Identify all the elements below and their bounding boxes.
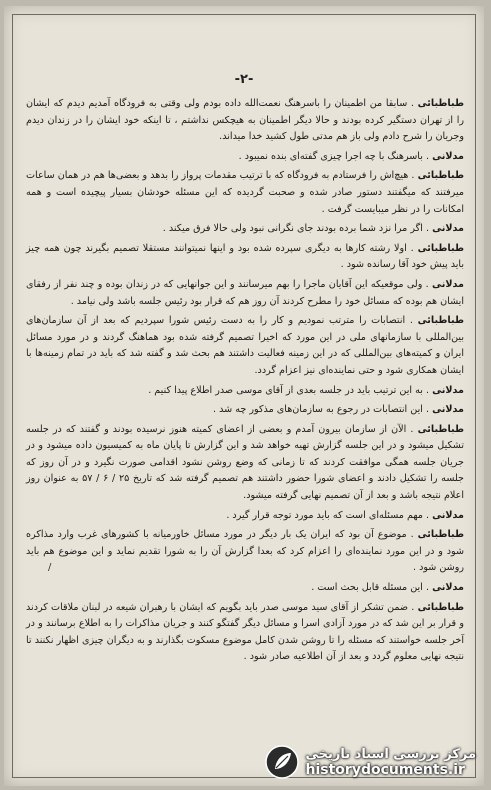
watermark-text	[306, 747, 477, 778]
watermark-url: historydocuments.ir	[305, 761, 465, 778]
paragraph-text: . سابقا من اطمینان را باسرهنگ نعمت‌الله داده بودم ولی وقتی به فرودگاه آمدیم دیدم که ایشان را از تهران دستگیر کرده بودند و حالا دیگر اطمینان به هیچکس نداشتم ، تا اینکه خود ایشان را در زندان دیدم وجریان را شرح دادم ولی باز هم مدتی طول کشید خدا میداند.	[26, 98, 464, 143]
leaf-emblem-icon	[264, 744, 300, 780]
paragraph-text: . الآن از سازمان بیرون آمدم و بعضی از اعضای کمیته هنوز نرسیده بودند و گفتند که در جلسه تشکیل میشود و در این جلسه گزارش تهیه خواهد شد و این گزارش تا پایان ماه به کمیسیون داده میشود و در جریان جلسه همگی موافقت کردند که تا زمانی که وضع روشن نشود اقدامی صورت نگیرد و در آن روز که جلسه را تشکیل دادند و اعضای شورا حضور داشتند هم تصمیم گرفته شد که تاریخ ۲۵ / ۶ / ۵۷ به عنوان روز اعلام نتیجه باشد و بعد از آن تصمیم نهایی گرفته میشود.	[26, 423, 464, 502]
paragraph-text: . انتصابات را مترتب نمودیم و کار را به دست رئیس شورا سپردیم که بعد از آن سازمان‌های بین‌المللی با سازمانهای ملی در این مورد که اخیرا تصمیم گرفته شده بود هماهنگ گردند و در مورد مسائل ایران و کمیته‌های بین‌المللی که در این زمینه فعالیت داشتند هم بحث شد و گفته شد که باید در تمام زمینه‌ها با ایشان همکاری شود و حتی نماینده‌ای نیز اعزام گردد.	[26, 315, 464, 376]
dialogue-paragraph	[26, 313, 464, 379]
dialogue-paragraph	[26, 402, 464, 419]
speaker-name: طباطبائی	[417, 423, 464, 435]
speaker-name: مدلانی	[432, 223, 464, 235]
watermark	[264, 744, 477, 780]
paragraph-text: . ضمن تشکر از آقای سید موسی صدر باید بگویم که ایشان با رهبران شیعه در لبنان ملاقات کردند و قرار بر این شد که در مورد آزادی اسرا و مسائل دیگر گفتگو کنند و جریان مذاکرات را به اطلاع برسانند و در آخر جلسه خواستند که مسئله را تا روشن شدن کامل موضوع مسکوت بگذارند و به دیگران چیزی اظهار نکنند تا نتیجه نهایی معلوم گردد و بعد از آن اطلاعیه صادر شود .	[26, 601, 464, 663]
speaker-name: طباطبائی	[417, 98, 464, 109]
speaker-name: مدلانی	[432, 384, 464, 396]
dialogue-paragraph	[26, 600, 464, 666]
speaker-name: مدلانی	[432, 150, 464, 162]
speaker-name: طباطبائی	[417, 529, 464, 541]
paragraph-text: . موضوع آن بود که ایران یک بار دیگر در مورد مسائل خاورمیانه با کشورهای غرب وارد مذاکره شود و در این مورد نماینده‌ای را اعزام کرد که بعدا گزارش آن را به شورا تقدیم نماید و این موضوع هم باید روشن شود .	[26, 529, 464, 574]
speaker-name: مدلانی	[432, 582, 464, 594]
speaker-name: طباطبائی	[417, 315, 464, 327]
dialogue-paragraph	[26, 221, 464, 238]
paragraph-text: . این انتصابات در رجوع به سازمان‌های مذکور چه شد .	[213, 404, 429, 416]
speaker-name: طباطبائی	[417, 170, 464, 182]
paragraph-text: . باسرهنگ با چه اجرا چیزی گفته‌ای بنده نمیبود .	[238, 150, 429, 162]
speaker-name: مدلانی	[432, 404, 464, 416]
paragraph-text: . هیچ‌اش را فرستادم به فرودگاه که با ترتیب مقدمات پرواز را بدهد و بعضی‌ها هم در همان ساعات میرفتند که میگفتند دستور صادر شده و صحبت گردیده که این مسئله خودشان بسیار پیچیده است و همه امکانات را در نظر میبایست گرفت .	[26, 170, 464, 215]
dialogue-paragraph	[26, 508, 464, 525]
dialogue-paragraph	[26, 383, 464, 400]
dialogue-paragraph	[26, 277, 464, 310]
paragraph-text: . ولی موقعیکه این آقایان ماجرا را بهم میرسانند و این جوانهایی که در زندان بوده و چند نفر از رفقای ایشان هم بوده که مسائل خود را مطرح کردند آن روز هم که قرار بود رئیس جلسه باشد ولی نیامد .	[26, 278, 464, 307]
paragraph-text: . اگر مرا نزد شما برده بودند جای نگرانی نبود ولی حالا فرق میکند .	[162, 223, 429, 235]
dialogue-paragraph	[26, 241, 464, 274]
paragraph-text: . این مسئله قابل بحث است .	[311, 582, 429, 594]
speaker-name: مدلانی	[432, 509, 464, 521]
dialogue-paragraph	[26, 149, 464, 166]
document-body	[26, 96, 464, 726]
dialogue-paragraph	[26, 168, 464, 218]
dialogue-paragraph	[26, 527, 464, 577]
watermark-title: مرکز بررسی اسناد تاریخی	[305, 746, 476, 762]
speaker-name: طباطبائی	[417, 601, 464, 613]
dialogue-paragraph	[26, 422, 464, 505]
speaker-name: مدلانی	[432, 278, 464, 290]
page-number: -٢-	[234, 72, 254, 87]
paragraph-text: . مهم مسئله‌ای است که باید مورد توجه قرار گیرد .	[226, 509, 429, 521]
document-page	[4, 6, 484, 786]
paragraph-text: . به این ترتیب باید در جلسه بعدی از آقای موسی صدر اطلاع پیدا کنیم .	[148, 384, 429, 396]
paragraph-text: . اولا رشته کارها به دیگری سپرده شده بود و اینها نمیتوانند مستقلا تصمیم بگیرند چون همه چیز باید پیش خود آقا رسانده شود .	[26, 242, 464, 271]
dialogue-paragraph	[26, 96, 464, 146]
dialogue-paragraph	[26, 580, 464, 597]
margin-mark: /	[48, 562, 52, 573]
speaker-name: طباطبائی	[417, 242, 464, 254]
